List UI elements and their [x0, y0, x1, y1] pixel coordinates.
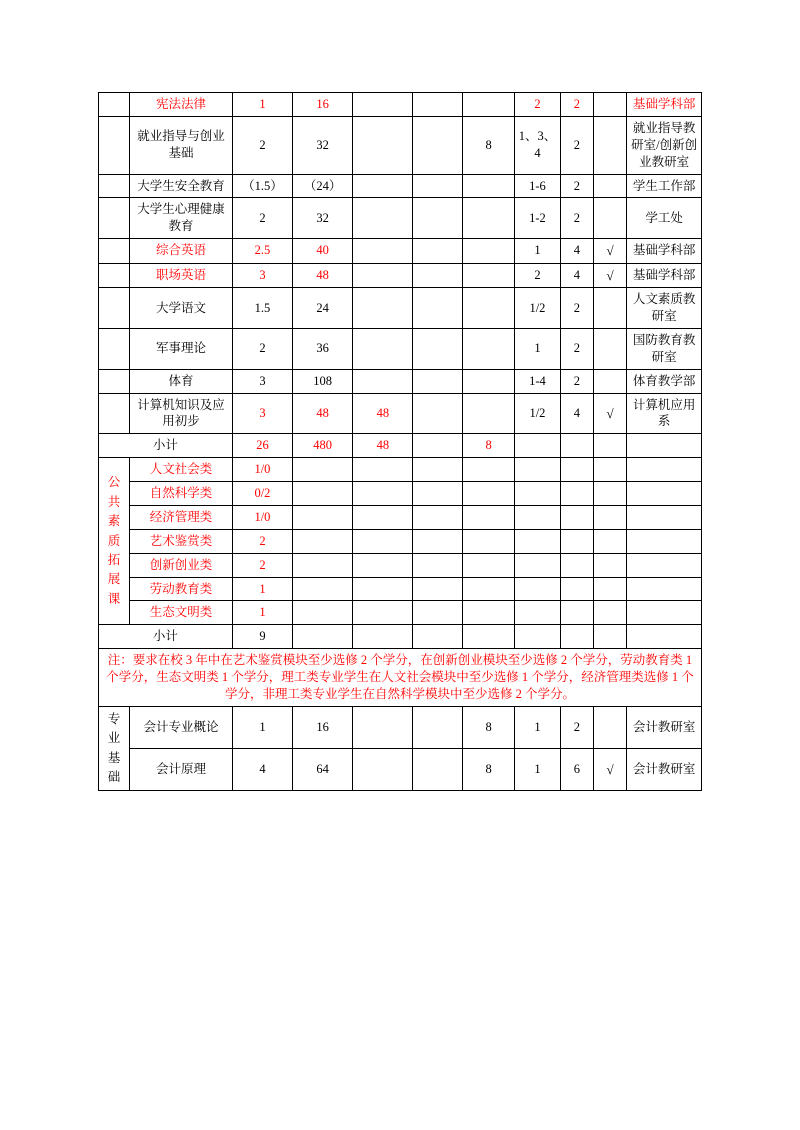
course-col-d [413, 505, 463, 529]
course-practice-hours [353, 116, 413, 174]
course-total-hours: 40 [293, 239, 353, 264]
course-total-hours: 24 [293, 288, 353, 329]
course-total-hours: 32 [293, 198, 353, 239]
course-practice-hours: 48 [353, 393, 413, 434]
course-credits: 3 [232, 369, 292, 393]
category-label: 专业基础 [107, 711, 121, 784]
course-credits: 1 [232, 601, 292, 625]
course-weekly-hours [560, 482, 593, 506]
course-total-hours: 36 [293, 328, 353, 369]
course-col-e [463, 529, 515, 553]
course-practice-hours [353, 93, 413, 117]
subtotal-semester [515, 434, 561, 458]
course-weekly-hours: 6 [560, 749, 593, 791]
course-col-d [413, 393, 463, 434]
course-col-d [413, 288, 463, 329]
course-col-e: 8 [463, 116, 515, 174]
course-department: 计算机应用系 [627, 393, 702, 434]
subtotal-department [627, 625, 702, 649]
course-department [627, 601, 702, 625]
course-col-d [413, 328, 463, 369]
course-department: 基础学科部 [627, 239, 702, 264]
course-name: 大学生心理健康教育 [130, 198, 233, 239]
course-department [627, 482, 702, 506]
course-col-e: 8 [463, 706, 515, 748]
course-name: 宪法法律 [130, 93, 233, 117]
course-semester [515, 601, 561, 625]
course-exam-mark [593, 505, 626, 529]
course-name: 会计原理 [130, 749, 233, 791]
subtotal-credits: 26 [232, 434, 292, 458]
course-practice-hours [353, 482, 413, 506]
course-col-d [413, 529, 463, 553]
course-weekly-hours: 2 [560, 93, 593, 117]
course-weekly-hours [560, 577, 593, 601]
course-col-d [413, 482, 463, 506]
course-total-hours: （24） [293, 174, 353, 198]
table-row [99, 601, 702, 625]
course-name: 大学语文 [130, 288, 233, 329]
course-weekly-hours: 4 [560, 263, 593, 288]
course-name: 综合英语 [130, 239, 233, 264]
course-name: 人文社会类 [130, 458, 233, 482]
course-practice-hours [353, 553, 413, 577]
course-col-e [463, 288, 515, 329]
course-name: 劳动教育类 [130, 577, 233, 601]
course-col-d [413, 601, 463, 625]
category-cell [99, 393, 130, 434]
course-col-d [413, 116, 463, 174]
course-semester: 1-6 [515, 174, 561, 198]
course-semester: 1 [515, 239, 561, 264]
course-col-d [413, 553, 463, 577]
course-total-hours [293, 482, 353, 506]
course-weekly-hours [560, 553, 593, 577]
course-weekly-hours [560, 505, 593, 529]
course-department [627, 458, 702, 482]
subtotal-row [99, 434, 702, 458]
course-col-d [413, 239, 463, 264]
course-total-hours [293, 577, 353, 601]
course-semester [515, 577, 561, 601]
category-cell [99, 369, 130, 393]
subtotal-label: 小计 [99, 434, 233, 458]
course-exam-mark [593, 529, 626, 553]
table-row [99, 505, 702, 529]
course-col-e [463, 553, 515, 577]
course-weekly-hours [560, 529, 593, 553]
course-practice-hours [353, 749, 413, 791]
subtotal-weekly-hours [560, 434, 593, 458]
course-exam-mark [593, 553, 626, 577]
course-col-d [413, 749, 463, 791]
course-exam-mark [593, 174, 626, 198]
course-total-hours [293, 529, 353, 553]
course-total-hours: 16 [293, 706, 353, 748]
curriculum-table [98, 92, 702, 791]
course-practice-hours [353, 458, 413, 482]
course-semester: 2 [515, 93, 561, 117]
course-department [627, 529, 702, 553]
course-col-e [463, 393, 515, 434]
table-row [99, 93, 702, 117]
course-total-hours: 108 [293, 369, 353, 393]
course-credits: 2.5 [232, 239, 292, 264]
category-cell [99, 288, 130, 329]
course-total-hours [293, 601, 353, 625]
course-department: 学生工作部 [627, 174, 702, 198]
table-row [99, 116, 702, 174]
course-weekly-hours: 4 [560, 393, 593, 434]
subtotal-col-d [413, 434, 463, 458]
table-row [99, 553, 702, 577]
table-row [99, 529, 702, 553]
course-credits: 2 [232, 553, 292, 577]
course-credits: 2 [232, 328, 292, 369]
course-total-hours: 48 [293, 263, 353, 288]
subtotal-credits: 9 [232, 625, 292, 649]
course-col-e [463, 239, 515, 264]
course-practice-hours [353, 174, 413, 198]
course-col-d [413, 577, 463, 601]
course-department: 体育教学部 [627, 369, 702, 393]
course-name: 经济管理类 [130, 505, 233, 529]
course-practice-hours [353, 239, 413, 264]
note-row [99, 649, 702, 707]
course-semester [515, 458, 561, 482]
course-practice-hours [353, 263, 413, 288]
course-practice-hours [353, 198, 413, 239]
table-row [99, 263, 702, 288]
course-credits: 3 [232, 393, 292, 434]
course-practice-hours [353, 601, 413, 625]
course-exam-mark: √ [593, 239, 626, 264]
category-cell [99, 198, 130, 239]
course-col-d [413, 263, 463, 288]
course-col-e [463, 458, 515, 482]
course-semester: 1/2 [515, 288, 561, 329]
subtotal-total-hours [293, 625, 353, 649]
course-weekly-hours: 2 [560, 174, 593, 198]
course-exam-mark: √ [593, 393, 626, 434]
course-exam-mark [593, 706, 626, 748]
course-semester: 1-2 [515, 198, 561, 239]
course-semester [515, 553, 561, 577]
course-col-d [413, 93, 463, 117]
table-row [99, 328, 702, 369]
course-department: 学工处 [627, 198, 702, 239]
course-department: 国防教育教研室 [627, 328, 702, 369]
course-total-hours [293, 505, 353, 529]
course-credits: （1.5） [232, 174, 292, 198]
course-credits: 2 [232, 198, 292, 239]
course-credits: 1/0 [232, 458, 292, 482]
course-weekly-hours: 2 [560, 706, 593, 748]
course-total-hours: 32 [293, 116, 353, 174]
course-exam-mark [593, 198, 626, 239]
course-exam-mark: √ [593, 263, 626, 288]
course-exam-mark [593, 288, 626, 329]
course-name: 创新创业类 [130, 553, 233, 577]
course-exam-mark: √ [593, 749, 626, 791]
course-credits: 1 [232, 706, 292, 748]
course-col-e [463, 263, 515, 288]
table-row [99, 198, 702, 239]
course-semester: 1 [515, 749, 561, 791]
course-semester: 1 [515, 706, 561, 748]
course-semester: 1/2 [515, 393, 561, 434]
course-name: 体育 [130, 369, 233, 393]
course-weekly-hours: 2 [560, 116, 593, 174]
subtotal-weekly-hours [560, 625, 593, 649]
table-row [99, 288, 702, 329]
course-exam-mark [593, 601, 626, 625]
course-col-e [463, 328, 515, 369]
course-col-d [413, 458, 463, 482]
course-practice-hours [353, 328, 413, 369]
category-cell [99, 174, 130, 198]
table-row [99, 393, 702, 434]
course-weekly-hours: 2 [560, 288, 593, 329]
category-cell [99, 116, 130, 174]
note-text: 注：要求在校 3 年中在艺术鉴赏模块至少选修 2 个学分，在创新创业模块至少选修 2 个学分，劳动教育类 1 个学分，生态文明类 1 个学分，理工类专业学生在人文社会模块中至少选修 1 个学分，经济管理类选修 1 个学分，非理工类专业学生在自然科学模块中至少选修 2 个学分。 [99, 649, 702, 707]
course-department: 人文素质教研室 [627, 288, 702, 329]
category-cell [99, 239, 130, 264]
course-col-d [413, 369, 463, 393]
course-col-e [463, 369, 515, 393]
table-row [99, 458, 702, 482]
course-department: 会计教研室 [627, 706, 702, 748]
category-cell-major-basic [99, 706, 130, 791]
category-cell-public-quality [99, 458, 130, 625]
course-name: 生态文明类 [130, 601, 233, 625]
table-row [99, 174, 702, 198]
course-credits: 1 [232, 93, 292, 117]
course-credits: 2 [232, 116, 292, 174]
course-department: 就业指导教研室/创新创业教研室 [627, 116, 702, 174]
course-credits: 0/2 [232, 482, 292, 506]
course-col-e: 8 [463, 749, 515, 791]
course-col-e [463, 174, 515, 198]
course-total-hours [293, 458, 353, 482]
course-credits: 2 [232, 529, 292, 553]
course-exam-mark [593, 369, 626, 393]
course-name: 职场英语 [130, 263, 233, 288]
category-cell [99, 93, 130, 117]
course-total-hours [293, 553, 353, 577]
subtotal-col-e [463, 625, 515, 649]
table-row [99, 577, 702, 601]
course-col-d [413, 198, 463, 239]
course-total-hours: 48 [293, 393, 353, 434]
course-department [627, 505, 702, 529]
course-name: 会计专业概论 [130, 706, 233, 748]
course-practice-hours [353, 529, 413, 553]
course-exam-mark [593, 577, 626, 601]
course-name: 艺术鉴赏类 [130, 529, 233, 553]
table-row [99, 369, 702, 393]
course-credits: 1.5 [232, 288, 292, 329]
table-row [99, 239, 702, 264]
subtotal-practice-hours: 48 [353, 434, 413, 458]
category-cell [99, 263, 130, 288]
course-exam-mark [593, 93, 626, 117]
course-weekly-hours [560, 601, 593, 625]
course-credits: 4 [232, 749, 292, 791]
course-col-d [413, 706, 463, 748]
course-semester [515, 505, 561, 529]
course-practice-hours [353, 505, 413, 529]
course-total-hours: 64 [293, 749, 353, 791]
table-row [99, 749, 702, 791]
course-semester [515, 482, 561, 506]
course-weekly-hours [560, 458, 593, 482]
course-weekly-hours: 2 [560, 328, 593, 369]
course-semester [515, 529, 561, 553]
course-practice-hours [353, 706, 413, 748]
course-weekly-hours: 2 [560, 198, 593, 239]
course-semester: 2 [515, 263, 561, 288]
course-credits: 1/0 [232, 505, 292, 529]
subtotal-semester [515, 625, 561, 649]
course-semester: 1-4 [515, 369, 561, 393]
course-department: 基础学科部 [627, 93, 702, 117]
table-row [99, 482, 702, 506]
subtotal-col-d [413, 625, 463, 649]
course-col-e [463, 505, 515, 529]
course-exam-mark [593, 458, 626, 482]
course-name: 大学生安全教育 [130, 174, 233, 198]
course-col-e [463, 577, 515, 601]
category-cell [99, 328, 130, 369]
course-name: 就业指导与创业基础 [130, 116, 233, 174]
course-weekly-hours: 2 [560, 369, 593, 393]
course-name: 军事理论 [130, 328, 233, 369]
course-department [627, 577, 702, 601]
subtotal-practice-hours [353, 625, 413, 649]
subtotal-label: 小计 [99, 625, 233, 649]
course-col-e [463, 198, 515, 239]
course-total-hours: 16 [293, 93, 353, 117]
subtotal-total-hours: 480 [293, 434, 353, 458]
course-department: 会计教研室 [627, 749, 702, 791]
subtotal-exam-mark [593, 625, 626, 649]
subtotal-exam-mark [593, 434, 626, 458]
course-practice-hours [353, 577, 413, 601]
course-col-e [463, 93, 515, 117]
course-col-e [463, 601, 515, 625]
course-department [627, 553, 702, 577]
course-name: 自然科学类 [130, 482, 233, 506]
course-practice-hours [353, 369, 413, 393]
course-credits: 1 [232, 577, 292, 601]
course-exam-mark [593, 482, 626, 506]
course-semester: 1 [515, 328, 561, 369]
table-row [99, 706, 702, 748]
course-col-d [413, 174, 463, 198]
course-practice-hours [353, 288, 413, 329]
course-name: 计算机知识及应用初步 [130, 393, 233, 434]
category-label: 公共素质拓展课 [107, 475, 121, 606]
course-col-e [463, 482, 515, 506]
course-weekly-hours: 4 [560, 239, 593, 264]
subtotal-col-e: 8 [463, 434, 515, 458]
course-department: 基础学科部 [627, 263, 702, 288]
course-semester: 1、3、4 [515, 116, 561, 174]
subtotal-row [99, 625, 702, 649]
course-exam-mark [593, 116, 626, 174]
course-credits: 3 [232, 263, 292, 288]
course-exam-mark [593, 328, 626, 369]
subtotal-department [627, 434, 702, 458]
